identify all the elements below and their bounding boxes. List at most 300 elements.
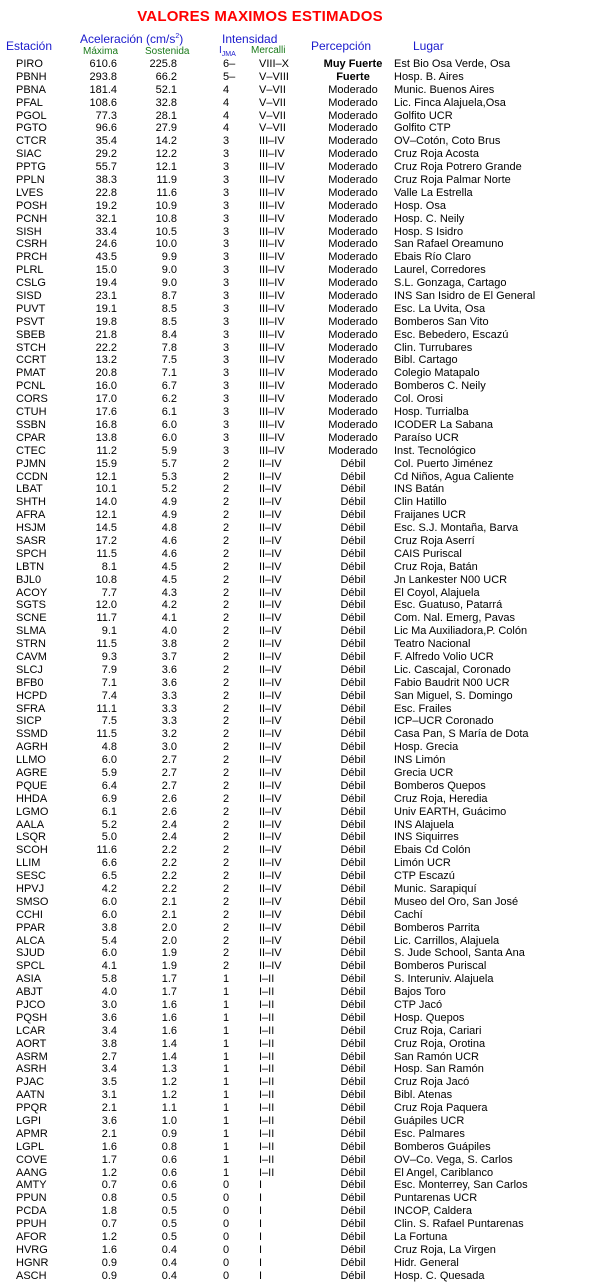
intensidad-jma-cell: 3 — [223, 135, 230, 148]
aceleracion-sostenida-cell: 8.5 — [161, 315, 177, 328]
aceleracion-maxima-cell: 7.1 — [101, 676, 117, 689]
table-row — [0, 1154, 590, 1167]
percepcion-cell: Débil — [340, 908, 366, 921]
intensidad-jma-cell: 2 — [223, 483, 230, 496]
aceleracion-sostenida-cell: 10.9 — [155, 199, 177, 212]
station-code-cell: PFAL — [16, 96, 43, 109]
aceleracion-maxima-cell: 77.3 — [95, 109, 117, 122]
percepcion-cell: Débil — [340, 470, 366, 483]
percepcion-cell: Débil — [340, 534, 366, 547]
lugar-cell: INS Batán — [394, 483, 445, 496]
aceleracion-maxima-cell: 1.6 — [101, 1243, 117, 1256]
intensidad-mercalli-cell: III–IV — [259, 186, 285, 199]
lugar-cell: San Rafael Oreamuno — [394, 238, 504, 251]
aceleracion-maxima-cell: 4.0 — [101, 986, 117, 999]
percepcion-cell: Débil — [340, 1166, 366, 1179]
station-code-cell: SPCL — [16, 960, 45, 973]
aceleracion-sostenida-cell: 0.5 — [161, 1205, 177, 1218]
lugar-cell: Bomberos Quepos — [394, 779, 486, 792]
percepcion-cell: Débil — [340, 779, 366, 792]
station-code-cell: PBNH — [16, 70, 47, 83]
header-intensidad: Intensidad — [222, 32, 278, 46]
aceleracion-maxima-cell: 3.8 — [101, 921, 117, 934]
station-code-cell: PCNH — [16, 212, 48, 225]
intensidad-mercalli-cell: III–IV — [259, 406, 285, 419]
lugar-cell: Bomberos San Vito — [394, 315, 489, 328]
lugar-cell: Esc. Frailes — [394, 702, 452, 715]
percepcion-cell: Débil — [340, 1192, 366, 1205]
lugar-cell: Esc. Bebedero, Escazú — [394, 328, 509, 341]
aceleracion-maxima-cell: 38.3 — [95, 174, 117, 187]
intensidad-jma-cell: 2 — [223, 715, 230, 728]
table-row — [0, 135, 590, 148]
station-code-cell: PJAC — [16, 1076, 45, 1089]
aceleracion-sostenida-cell: 1.3 — [161, 1063, 177, 1076]
aceleracion-maxima-cell: 43.5 — [95, 251, 117, 264]
station-code-cell: ASIA — [16, 973, 42, 986]
intensidad-jma-cell: 2 — [223, 728, 230, 741]
aceleracion-maxima-cell: 10.1 — [95, 483, 117, 496]
intensidad-mercalli-cell: II–IV — [259, 599, 282, 612]
header-ijma-letter: I — [219, 45, 222, 56]
percepcion-cell: Débil — [340, 844, 366, 857]
station-code-cell: AFOR — [16, 1231, 47, 1244]
aceleracion-sostenida-cell: 0.9 — [161, 1127, 177, 1140]
lugar-cell: Bomberos Puriscal — [394, 960, 487, 973]
intensidad-jma-cell: 1 — [223, 973, 230, 986]
intensidad-jma-cell: 2 — [223, 895, 230, 908]
aceleracion-maxima-cell: 2.1 — [101, 1127, 117, 1140]
intensidad-mercalli-cell: III–IV — [259, 328, 285, 341]
table-row — [0, 1102, 590, 1115]
table-row — [0, 1128, 590, 1141]
intensidad-mercalli-cell: I–II — [259, 986, 275, 999]
intensidad-jma-cell: 0 — [223, 1179, 230, 1192]
aceleracion-maxima-cell: 2.7 — [101, 1050, 117, 1063]
intensidad-mercalli-cell: II–IV — [259, 857, 282, 870]
lugar-cell: San Miguel, S. Domingo — [394, 689, 513, 702]
station-code-cell: LLMO — [16, 754, 46, 767]
table-row — [0, 342, 590, 355]
lugar-cell: Fabio Baudrit N00 UCR — [394, 676, 510, 689]
aceleracion-sostenida-cell: 4.9 — [161, 509, 177, 522]
lugar-cell: Casa Pan, S María de Dota — [394, 728, 529, 741]
station-code-cell: SIAC — [16, 148, 42, 161]
station-code-cell: STRN — [16, 638, 46, 651]
intensidad-mercalli-cell: II–IV — [259, 818, 282, 831]
station-code-cell: SSBN — [16, 418, 46, 431]
lugar-cell: Hosp. B. Aires — [394, 70, 464, 83]
table-row — [0, 380, 590, 393]
table-row — [0, 1089, 590, 1102]
intensidad-mercalli-cell: I–II — [259, 1127, 275, 1140]
intensidad-jma-cell: 0 — [223, 1218, 230, 1231]
aceleracion-sostenida-cell: 3.8 — [161, 638, 177, 651]
intensidad-mercalli-cell: II–IV — [259, 522, 282, 535]
lugar-cell: CTP Escazú — [394, 870, 455, 883]
intensidad-mercalli-cell: I — [259, 1243, 263, 1256]
aceleracion-maxima-cell: 12.0 — [95, 599, 117, 612]
lugar-cell: Lic. Cascajal, Coronado — [394, 663, 511, 676]
aceleracion-maxima-cell: 6.9 — [101, 792, 117, 805]
intensidad-mercalli-cell: III–IV — [259, 135, 285, 148]
station-code-cell: SISH — [16, 225, 42, 238]
lugar-cell: Esc. La Uvita, Osa — [394, 302, 486, 315]
percepcion-cell: Débil — [340, 1127, 366, 1140]
percepcion-cell: Fuerte — [336, 70, 370, 83]
intensidad-mercalli-cell: III–IV — [259, 199, 285, 212]
table-row — [0, 857, 590, 870]
percepcion-cell: Débil — [340, 857, 366, 870]
intensidad-jma-cell: 4 — [223, 122, 230, 135]
intensidad-jma-cell: 2 — [223, 779, 230, 792]
intensidad-jma-cell: 1 — [223, 1076, 230, 1089]
table-row — [0, 1244, 590, 1257]
aceleracion-maxima-cell: 15.9 — [95, 457, 117, 470]
intensidad-jma-cell: 2 — [223, 522, 230, 535]
lugar-cell: Lic Ma Auxiliadora,P. Colón — [394, 625, 528, 638]
intensidad-mercalli-cell: II–IV — [259, 960, 282, 973]
aceleracion-maxima-cell: 5.9 — [101, 766, 117, 779]
station-code-cell: CORS — [16, 393, 48, 406]
intensidad-jma-cell: 1 — [223, 1024, 230, 1037]
station-code-cell: AANG — [16, 1166, 48, 1179]
aceleracion-maxima-cell: 6.5 — [101, 870, 117, 883]
intensidad-mercalli-cell: I — [259, 1231, 263, 1244]
station-code-cell: HVRG — [16, 1243, 48, 1256]
table-row — [0, 1076, 590, 1089]
aceleracion-sostenida-cell: 6.2 — [161, 393, 177, 406]
aceleracion-maxima-cell: 13.2 — [95, 354, 117, 367]
intensidad-jma-cell: 3 — [223, 148, 230, 161]
aceleracion-sostenida-cell: 2.7 — [161, 754, 177, 767]
percepcion-cell: Moderado — [328, 225, 378, 238]
percepcion-cell: Débil — [340, 625, 366, 638]
intensidad-mercalli-cell: I–II — [259, 1011, 275, 1024]
table-row — [0, 471, 590, 484]
aceleracion-maxima-cell: 15.0 — [95, 264, 117, 277]
station-code-cell: CTCR — [16, 135, 47, 148]
table-row — [0, 406, 590, 419]
lugar-cell: Cruz Roja, Cariari — [394, 1024, 482, 1037]
lugar-cell: Guápiles UCR — [394, 1115, 465, 1128]
lugar-cell: Grecia UCR — [394, 766, 454, 779]
table-row — [0, 277, 590, 290]
lugar-cell: Hosp. C. Neily — [394, 212, 465, 225]
station-code-cell: SLCJ — [16, 663, 43, 676]
intensidad-jma-cell: 3 — [223, 328, 230, 341]
intensidad-jma-cell: 3 — [223, 238, 230, 251]
aceleracion-sostenida-cell: 2.2 — [161, 870, 177, 883]
lugar-cell: Puntarenas UCR — [394, 1192, 478, 1205]
percepcion-cell: Débil — [340, 522, 366, 535]
intensidad-mercalli-cell: III–IV — [259, 161, 285, 174]
intensidad-jma-cell: 2 — [223, 792, 230, 805]
intensidad-mercalli-cell: III–IV — [259, 367, 285, 380]
intensidad-mercalli-cell: II–IV — [259, 534, 282, 547]
aceleracion-sostenida-cell: 1.0 — [161, 1115, 177, 1128]
station-code-cell: AORT — [16, 1037, 47, 1050]
percepcion-cell: Moderado — [328, 277, 378, 290]
intensidad-jma-cell: 3 — [223, 161, 230, 174]
aceleracion-sostenida-cell: 0.6 — [161, 1153, 177, 1166]
intensidad-jma-cell: 2 — [223, 612, 230, 625]
aceleracion-maxima-cell: 6.0 — [101, 947, 117, 960]
station-code-cell: CPAR — [16, 431, 46, 444]
station-code-cell: CCDN — [16, 470, 48, 483]
lugar-cell: Esc. Guatuso, Patarrá — [394, 599, 503, 612]
aceleracion-maxima-cell: 3.1 — [101, 1089, 117, 1102]
intensidad-jma-cell: 2 — [223, 741, 230, 754]
lugar-cell: Hosp. San Ramón — [394, 1063, 484, 1076]
percepcion-cell: Débil — [340, 973, 366, 986]
intensidad-mercalli-cell: V–VII — [259, 96, 286, 109]
table-row — [0, 432, 590, 445]
aceleracion-maxima-cell: 6.0 — [101, 908, 117, 921]
aceleracion-sostenida-cell: 1.9 — [161, 960, 177, 973]
aceleracion-sostenida-cell: 66.2 — [155, 70, 177, 83]
lugar-cell: Jn Lankester N00 UCR — [394, 573, 508, 586]
station-code-cell: HCPD — [16, 689, 48, 702]
aceleracion-maxima-cell: 12.1 — [95, 509, 117, 522]
header-lugar: Lugar — [413, 39, 444, 53]
aceleracion-sostenida-cell: 3.6 — [161, 676, 177, 689]
intensidad-mercalli-cell: V–VII — [259, 109, 286, 122]
intensidad-mercalli-cell: I–II — [259, 1076, 275, 1089]
aceleracion-sostenida-cell: 4.9 — [161, 496, 177, 509]
station-code-cell: LCAR — [16, 1024, 46, 1037]
percepcion-cell: Débil — [340, 1102, 366, 1115]
station-code-cell: CCRT — [16, 354, 47, 367]
percepcion-cell: Débil — [340, 483, 366, 496]
table-row — [0, 806, 590, 819]
aceleracion-maxima-cell: 17.0 — [95, 393, 117, 406]
table-row — [0, 651, 590, 664]
station-code-cell: PCDA — [16, 1205, 47, 1218]
station-code-cell: HHDA — [16, 792, 48, 805]
aceleracion-sostenida-cell: 2.2 — [161, 883, 177, 895]
aceleracion-sostenida-cell: 8.7 — [161, 290, 177, 303]
intensidad-mercalli-cell: III–IV — [259, 251, 285, 264]
station-code-cell: STCH — [16, 341, 46, 354]
intensidad-jma-cell: 2 — [223, 534, 230, 547]
lugar-cell: Valle La Estrella — [394, 186, 473, 199]
percepcion-cell: Débil — [340, 1179, 366, 1192]
station-code-cell: SSMD — [16, 728, 48, 741]
aceleracion-maxima-cell: 35.4 — [95, 135, 117, 148]
intensidad-mercalli-cell: II–IV — [259, 586, 282, 599]
aceleracion-sostenida-cell: 5.9 — [161, 444, 177, 457]
percepcion-cell: Moderado — [328, 186, 378, 199]
aceleracion-sostenida-cell: 4.8 — [161, 522, 177, 535]
percepcion-cell: Débil — [340, 1231, 366, 1244]
lugar-cell: Bibl. Atenas — [394, 1089, 453, 1102]
station-code-cell: PQSH — [16, 1011, 48, 1024]
aceleracion-sostenida-cell: 10.0 — [155, 238, 177, 251]
aceleracion-maxima-cell: 2.1 — [101, 1102, 117, 1115]
intensidad-jma-cell: 3 — [223, 212, 230, 225]
station-code-cell: PBNA — [16, 83, 46, 96]
intensidad-mercalli-cell: II–IV — [259, 676, 282, 689]
table-row — [0, 935, 590, 948]
table-row — [0, 1270, 590, 1283]
table-row — [0, 1218, 590, 1231]
station-code-cell: LGMO — [16, 805, 49, 818]
lugar-cell: OV–Co. Vega, S. Carlos — [394, 1153, 513, 1166]
header-aceleracion-exp: 2 — [175, 33, 180, 40]
aceleracion-maxima-cell: 3.4 — [101, 1024, 117, 1037]
percepcion-cell: Moderado — [328, 367, 378, 380]
intensidad-mercalli-cell: III–IV — [259, 290, 285, 303]
aceleracion-maxima-cell: 5.4 — [101, 934, 117, 947]
aceleracion-sostenida-cell: 7.1 — [161, 367, 177, 380]
table-row — [0, 58, 590, 71]
aceleracion-maxima-cell: 4.8 — [101, 741, 117, 754]
intensidad-jma-cell: 3 — [223, 418, 230, 431]
table-row — [0, 548, 590, 561]
intensidad-mercalli-cell: II–IV — [259, 831, 282, 844]
page-title: VALORES MAXIMOS ESTIMADOS — [137, 8, 383, 25]
intensidad-jma-cell: 2 — [223, 766, 230, 779]
aceleracion-maxima-cell: 3.0 — [101, 999, 117, 1012]
table-row — [0, 226, 590, 239]
intensidad-mercalli-cell: III–IV — [259, 174, 285, 187]
percepcion-cell: Débil — [340, 947, 366, 960]
aceleracion-maxima-cell: 181.4 — [89, 83, 117, 96]
aceleracion-sostenida-cell: 2.0 — [161, 921, 177, 934]
aceleracion-sostenida-cell: 8.5 — [161, 302, 177, 315]
intensidad-jma-cell: 2 — [223, 625, 230, 638]
station-code-cell: PPTG — [16, 161, 46, 174]
station-code-cell: AMTY — [16, 1179, 47, 1192]
table-row — [0, 909, 590, 922]
table-row — [0, 625, 590, 638]
intensidad-jma-cell: 2 — [223, 676, 230, 689]
aceleracion-sostenida-cell: 1.7 — [161, 986, 177, 999]
aceleracion-maxima-cell: 3.4 — [101, 1063, 117, 1076]
aceleracion-sostenida-cell: 2.7 — [161, 766, 177, 779]
intensidad-jma-cell: 2 — [223, 586, 230, 599]
header-aceleracion-label: Aceleración (cm/s — [80, 32, 176, 46]
aceleracion-sostenida-cell: 0.5 — [161, 1192, 177, 1205]
station-code-cell: CTEC — [16, 444, 46, 457]
table-row — [0, 741, 590, 754]
percepcion-cell: Débil — [340, 1205, 366, 1218]
table-row — [0, 819, 590, 832]
intensidad-jma-cell: 2 — [223, 599, 230, 612]
intensidad-jma-cell: 3 — [223, 354, 230, 367]
lugar-cell: S. Interuniv. Alajuela — [394, 973, 494, 986]
aceleracion-maxima-cell: 22.2 — [95, 341, 117, 354]
percepcion-cell: Débil — [340, 792, 366, 805]
intensidad-jma-cell: 1 — [223, 1115, 230, 1128]
aceleracion-sostenida-cell: 2.1 — [161, 895, 177, 908]
intensidad-mercalli-cell: III–IV — [259, 380, 285, 393]
lugar-cell: Cruz Roja Paquera — [394, 1102, 488, 1115]
intensidad-jma-cell: 2 — [223, 638, 230, 651]
table-row — [0, 264, 590, 277]
table-row — [0, 71, 590, 84]
intensidad-mercalli-cell: II–IV — [259, 728, 282, 741]
aceleracion-sostenida-cell: 1.6 — [161, 999, 177, 1012]
intensidad-mercalli-cell: I — [259, 1256, 263, 1269]
lugar-cell: Bajos Toro — [394, 986, 446, 999]
aceleracion-sostenida-cell: 0.4 — [161, 1269, 177, 1282]
table-row — [0, 986, 590, 999]
aceleracion-sostenida-cell: 3.2 — [161, 728, 177, 741]
aceleracion-sostenida-cell: 5.2 — [161, 483, 177, 496]
intensidad-mercalli-cell: III–IV — [259, 264, 285, 277]
intensidad-mercalli-cell: I–II — [259, 1063, 275, 1076]
table-row — [0, 664, 590, 677]
intensidad-mercalli-cell: III–IV — [259, 277, 285, 290]
intensidad-mercalli-cell: II–IV — [259, 844, 282, 857]
intensidad-jma-cell: 1 — [223, 1127, 230, 1140]
aceleracion-maxima-cell: 0.7 — [101, 1218, 117, 1231]
percepcion-cell: Débil — [340, 1243, 366, 1256]
table-row — [0, 122, 590, 135]
station-code-cell: PPLN — [16, 174, 45, 187]
aceleracion-sostenida-cell: 4.0 — [161, 625, 177, 638]
aceleracion-sostenida-cell: 1.2 — [161, 1089, 177, 1102]
intensidad-jma-cell: 6– — [223, 58, 236, 70]
lugar-cell: Com. Nal. Emerg, Pavas — [394, 612, 516, 625]
percepcion-cell: Débil — [340, 1218, 366, 1231]
lugar-cell: INS Limón — [394, 754, 446, 767]
station-code-cell: CSLG — [16, 277, 46, 290]
percepcion-cell: Moderado — [328, 161, 378, 174]
table-row — [0, 883, 590, 896]
aceleracion-sostenida-cell: 1.7 — [161, 973, 177, 986]
intensidad-mercalli-cell: I–II — [259, 1102, 275, 1115]
lugar-cell: Univ EARTH, Guácimo — [394, 805, 507, 818]
percepcion-cell: Moderado — [328, 96, 378, 109]
percepcion-cell: Moderado — [328, 406, 378, 419]
lugar-cell: Hosp. Osa — [394, 199, 446, 212]
aceleracion-maxima-cell: 293.8 — [89, 70, 117, 83]
aceleracion-sostenida-cell: 3.3 — [161, 689, 177, 702]
table-row — [0, 1051, 590, 1064]
intensidad-jma-cell: 2 — [223, 496, 230, 509]
percepcion-cell: Débil — [340, 586, 366, 599]
lugar-cell: INS San Isidro de El General — [394, 290, 536, 303]
intensidad-mercalli-cell: I–II — [259, 973, 275, 986]
intensidad-mercalli-cell: II–IV — [259, 779, 282, 792]
header-mercalli: Mercalli — [251, 45, 286, 56]
lugar-cell: Clin. S. Rafael Puntarenas — [394, 1218, 524, 1231]
intensidad-mercalli-cell: II–IV — [259, 766, 282, 779]
aceleracion-sostenida-cell: 6.0 — [161, 418, 177, 431]
percepcion-cell: Débil — [340, 818, 366, 831]
header-percepcion: Percepción — [311, 39, 372, 53]
intensidad-mercalli-cell: I–II — [259, 1050, 275, 1063]
percepcion-cell: Débil — [340, 728, 366, 741]
station-table — [0, 58, 590, 1283]
intensidad-jma-cell: 3 — [223, 367, 230, 380]
intensidad-jma-cell: 3 — [223, 302, 230, 315]
percepcion-cell: Débil — [340, 1089, 366, 1102]
intensidad-mercalli-cell: I — [259, 1179, 263, 1192]
aceleracion-sostenida-cell: 6.7 — [161, 380, 177, 393]
table-row — [0, 780, 590, 793]
aceleracion-maxima-cell: 3.8 — [101, 1037, 117, 1050]
aceleracion-maxima-cell: 16.0 — [95, 380, 117, 393]
percepcion-cell: Débil — [340, 650, 366, 663]
intensidad-mercalli-cell: I — [259, 1218, 263, 1231]
table-row — [0, 238, 590, 251]
aceleracion-maxima-cell: 108.6 — [89, 96, 117, 109]
table-row — [0, 870, 590, 883]
